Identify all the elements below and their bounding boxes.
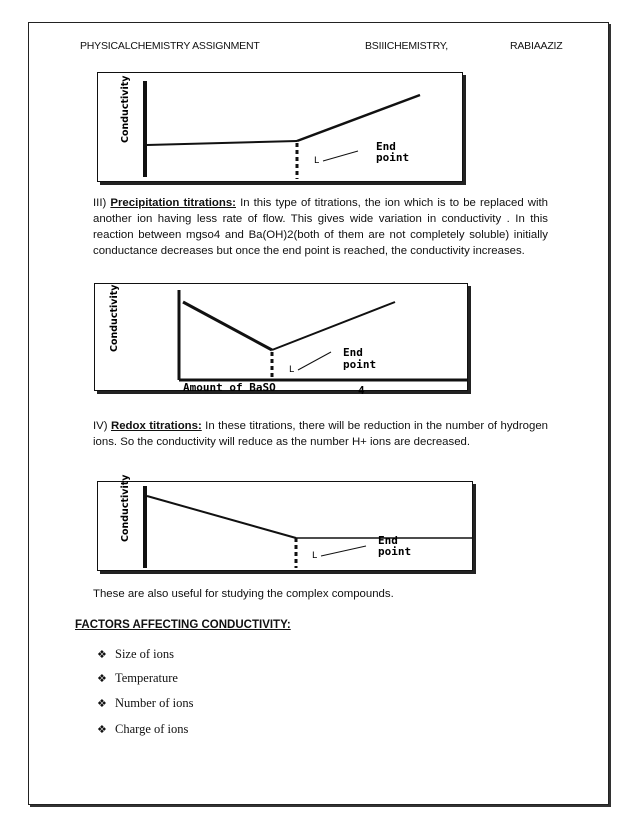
y-axis-label: Conductivity <box>120 474 131 542</box>
section-numeral: III) <box>93 197 107 209</box>
section-title: Redox titrations: <box>110 420 202 432</box>
end-label: End <box>376 140 396 153</box>
header-left: PHYSICALCHEMISTRY ASSIGNMENT <box>80 40 260 52</box>
endpoint-pointer <box>321 546 366 556</box>
header-middle: BSIIICHEMISTRY, <box>365 40 448 52</box>
endpoint-marker: L <box>312 551 318 561</box>
diamond-bullet-icon: ❖ <box>97 672 107 685</box>
graph-conductometric-1 <box>97 72 463 182</box>
point-label: point <box>343 358 377 371</box>
end-label: End <box>378 534 398 547</box>
point-label: point <box>376 151 410 164</box>
diamond-bullet-icon: ❖ <box>97 648 107 661</box>
closing-text: These are also useful for studying the complex compounds. <box>93 588 394 600</box>
end-label: End <box>343 346 363 359</box>
endpoint-marker: L <box>289 365 295 375</box>
diamond-bullet-icon: ❖ <box>97 723 107 736</box>
section-title: Precipitation titrations: <box>110 197 236 209</box>
graph-redox <box>97 474 473 571</box>
curve-before-endpoint <box>147 141 297 145</box>
x-axis-label-subscript: 4 <box>358 384 365 397</box>
factor-item: ❖ Number of ions <box>97 696 194 710</box>
y-axis-label: Conductivity <box>109 284 120 352</box>
diamond-bullet-icon: ❖ <box>97 697 107 710</box>
factor-item: ❖ Temperature <box>97 671 178 685</box>
factor-item: ❖ Size of ions <box>97 647 175 661</box>
graph-precipitation <box>94 283 468 397</box>
section-text: In this type of titrations, the ion which is to be replaced with another ion having less rate of flow. This gives wide variation in conductivity . In this reaction between mgso4 and Ba(OH)2(both of them are not completely soluble) initially conductance decreases but once the end point is reached, the conductivity increases. <box>93 197 548 257</box>
endpoint-pointer <box>298 352 331 370</box>
section-text: In these titrations, there will be reduction in the number of hydrogen ions. So the conductivity will reduce as the number H+ ions are decreased. <box>93 420 548 448</box>
point-label: point <box>378 545 412 558</box>
endpoint-pointer <box>323 151 358 161</box>
endpoint-marker: L <box>314 156 320 166</box>
section-precipitation <box>93 195 548 259</box>
x-axis-label: Amount of BaSO <box>183 381 276 394</box>
y-axis-label: Conductivity <box>120 75 131 143</box>
section-numeral: IV) <box>93 420 108 432</box>
curve-increasing <box>272 302 395 350</box>
curve-after-endpoint <box>297 95 420 141</box>
factor-item: ❖ Charge of ions <box>97 722 189 736</box>
curve-decreasing <box>183 302 272 350</box>
section-redox <box>93 418 548 450</box>
factors-title: FACTORS AFFECTING CONDUCTIVITY: <box>75 619 291 631</box>
header-right: RABIAAZIZ <box>510 40 563 52</box>
curve-decreasing <box>147 496 296 538</box>
